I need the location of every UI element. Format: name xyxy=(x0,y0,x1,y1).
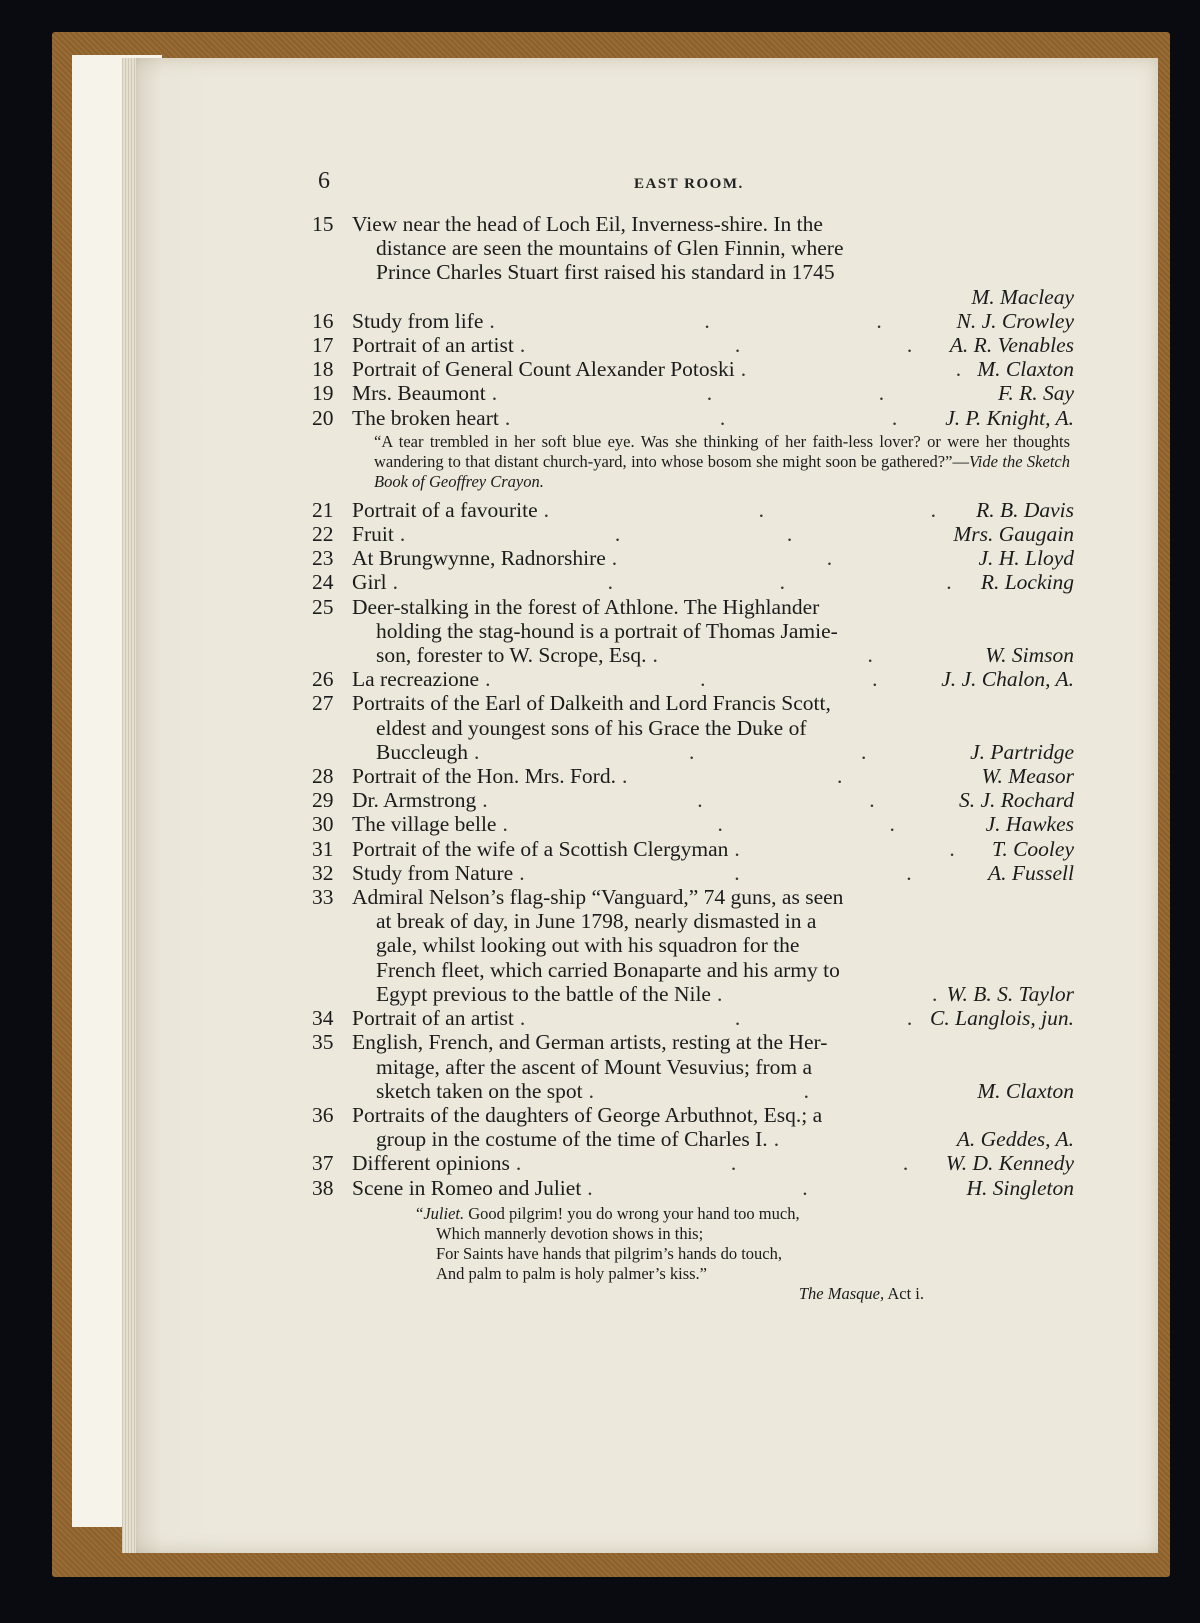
entry-last-line xyxy=(352,667,1074,691)
entry-title-text: The broken heart xyxy=(352,405,499,430)
entry-number: 35 xyxy=(312,1030,334,1055)
entry-last-line xyxy=(352,1176,1074,1200)
entry-last-line xyxy=(352,381,1074,405)
entry-title-line: Portraits of the daughters of George Arbuthnot, Esq.; a xyxy=(352,1102,823,1127)
entry-last-line xyxy=(352,812,1074,836)
entry-last-line xyxy=(352,406,1074,430)
catalogue-entry xyxy=(312,788,1074,812)
entry-title-line: mitage, after the ascent of Mount Vesuvius; from a xyxy=(376,1054,813,1079)
entry-number: 23 xyxy=(312,546,334,571)
entry-title-text: Portrait of the Hon. Mrs. Ford. xyxy=(352,764,616,789)
entry-number: 38 xyxy=(312,1175,334,1200)
dot-leader xyxy=(734,837,986,861)
artist-name: J. P. Knight, A. xyxy=(945,405,1074,430)
quote-source: Vide the Sketch Book of Geoffrey Crayon. xyxy=(374,451,1070,491)
verse-source-act: Act i. xyxy=(887,1283,924,1303)
entry-last-line xyxy=(352,357,1074,381)
dot-leader xyxy=(485,667,935,691)
entry-title-text: Dr. Armstrong xyxy=(352,788,477,813)
dot-leader xyxy=(622,764,976,788)
entry-last-line xyxy=(352,1079,1074,1103)
catalogue-entry xyxy=(312,333,1074,357)
catalogue-entry xyxy=(312,1103,1074,1151)
entry-title-line: at break of day, in June 1798, nearly dismasted in a xyxy=(376,909,817,934)
artist-name: S. J. Rochard xyxy=(958,788,1074,813)
verse-speaker: Juliet. xyxy=(423,1203,465,1223)
entry-last-line xyxy=(352,498,1074,522)
dot-leader xyxy=(505,406,939,430)
verse-line: For Saints have hands that pilgrim’s hands do touch, xyxy=(436,1243,783,1263)
artist-name: W. Measor xyxy=(981,764,1074,789)
catalogue-entry xyxy=(312,357,1074,381)
entry-last-line xyxy=(352,1151,1074,1175)
entry-last-line xyxy=(352,982,1074,1006)
entry-title-text: Scene in Romeo and Juliet xyxy=(352,1175,582,1200)
artist-name: J. J. Chalon, A. xyxy=(941,667,1074,692)
catalogue-entry xyxy=(312,764,1074,788)
catalogue-entry xyxy=(312,812,1074,836)
verse-source xyxy=(416,1284,1074,1304)
entry-title-text: Different opinions xyxy=(352,1151,510,1176)
dot-leader xyxy=(544,498,970,522)
entry-number: 34 xyxy=(312,1006,334,1031)
artist-name: W. D. Kennedy xyxy=(945,1151,1074,1176)
artist-name: J. Partridge xyxy=(970,739,1074,764)
entry-number: 31 xyxy=(312,836,334,861)
entry-last-line xyxy=(352,643,1074,667)
entry-number: 17 xyxy=(312,333,334,358)
entry-38-verse xyxy=(416,1204,1074,1304)
entry-title-text: At Brungwynne, Radnorshire xyxy=(352,546,606,571)
catalogue-entry xyxy=(312,522,1074,546)
dot-leader xyxy=(502,812,979,836)
artist-name: M. Claxton xyxy=(977,357,1074,382)
artist-name: M. Claxton xyxy=(977,1078,1074,1103)
entry-title-line: Portraits of the Earl of Dalkeith and Lord Francis Scott, xyxy=(352,691,831,716)
catalogue-entry xyxy=(312,837,1074,861)
entry-title-text: Buccleugh xyxy=(376,739,468,764)
entry-number: 27 xyxy=(312,691,334,716)
entry-title-text: Portrait of a favourite xyxy=(352,497,538,522)
entry-title-line: distance are seen the mountains of Glen Finnin, where xyxy=(376,236,844,261)
catalogue-entry xyxy=(312,1030,1074,1103)
entry-last-line xyxy=(352,1127,1074,1151)
artist-name: R. B. Davis xyxy=(976,497,1074,522)
artist-name: J. H. Lloyd xyxy=(978,546,1074,571)
entry-title-line: Deer-stalking in the forest of Athlone. The Highlander xyxy=(352,594,820,619)
entry-number: 24 xyxy=(312,570,334,595)
entry-number: 29 xyxy=(312,788,334,813)
entry-title-text: Portrait of General Count Alexander Potoski xyxy=(352,357,735,382)
artist-name: H. Singleton xyxy=(966,1175,1074,1200)
entry-last-line xyxy=(352,546,1074,570)
entry-number: 19 xyxy=(312,381,334,406)
entry-number: 21 xyxy=(312,497,334,522)
dot-leader xyxy=(741,357,972,381)
dot-leader xyxy=(653,643,980,667)
entry-title-line: Admiral Nelson’s flag-ship “Vanguard,” 74 guns, as seen xyxy=(352,885,844,910)
entry-title-text: Portrait of the wife of a Scottish Clergyman xyxy=(352,836,729,861)
verse-line: And palm to palm is holy palmer’s kiss.” xyxy=(436,1263,708,1283)
entry-title-text: Fruit xyxy=(352,522,394,547)
verse-lines xyxy=(416,1204,1074,1284)
entry-title-line: eldest and youngest sons of his Grace the Duke of xyxy=(376,715,807,740)
catalogue-entry xyxy=(312,212,1074,309)
entry-number: 26 xyxy=(312,667,334,692)
verse-line: “Juliet. Good pilgrim! you do wrong your hand too much, xyxy=(416,1203,800,1223)
entry-title-line: French fleet, which carried Bonaparte and his army to xyxy=(376,957,840,982)
catalogue-entry xyxy=(312,1006,1074,1030)
dot-leader xyxy=(474,740,964,764)
entry-last-line xyxy=(352,788,1074,812)
catalogue-entry xyxy=(312,691,1074,764)
catalogue-entry xyxy=(312,1176,1074,1200)
dot-leader xyxy=(589,1079,972,1103)
entry-number: 32 xyxy=(312,860,334,885)
artist-name: A. Geddes, A. xyxy=(956,1127,1074,1152)
entry-number: 37 xyxy=(312,1151,334,1176)
entries-group-a xyxy=(312,212,1074,430)
entry-last-line xyxy=(352,740,1074,764)
entry-title-text: Study from Nature xyxy=(352,860,514,885)
entry-title-line: holding the stag-hound is a portrait of Thomas Jamie- xyxy=(376,618,838,643)
catalogue-entry xyxy=(312,309,1074,333)
artist-name: F. R. Say xyxy=(997,381,1074,406)
entry-number: 15 xyxy=(312,212,334,236)
entry-number: 18 xyxy=(312,357,334,382)
dot-leader xyxy=(774,1127,951,1151)
entry-title-text: The village belle xyxy=(352,812,497,837)
artist-name: A. Fussell xyxy=(988,860,1074,885)
entry-title-text: Study from life xyxy=(352,308,484,333)
quote-text: “A tear trembled in her soft blue eye. Was she thinking of her faith-less lover? or were her thoughts wandering to that distant church-yard, into whose bosom she might soon be gathered?”— xyxy=(374,431,1070,471)
entry-number: 20 xyxy=(312,405,334,430)
page-edges xyxy=(122,58,136,1553)
dot-leader xyxy=(520,1006,924,1030)
catalogue-entry xyxy=(312,546,1074,570)
artist-name: A. R. Venables xyxy=(949,333,1074,358)
entry-title-line: View near the head of Loch Eil, Inverness-shire. In the xyxy=(352,212,823,236)
entry-title-text: group in the costume of the time of Charles I. xyxy=(376,1127,768,1152)
dot-leader xyxy=(516,1151,940,1175)
dot-leader xyxy=(519,861,982,885)
dot-leader xyxy=(482,788,953,812)
artist-name: Mrs. Gaugain xyxy=(953,522,1074,547)
entry-number: 22 xyxy=(312,522,334,547)
artist-name: W. B. S. Taylor xyxy=(946,981,1074,1006)
catalogue-entry xyxy=(312,595,1074,668)
entry-title-text: son, forester to W. Scrope, Esq. xyxy=(376,643,647,668)
artist-name: C. Langlois, jun. xyxy=(930,1006,1074,1031)
catalogue-entry xyxy=(312,381,1074,405)
entry-number: 16 xyxy=(312,308,334,333)
entry-last-line xyxy=(352,333,1074,357)
entry-title-text: Egypt previous to the battle of the Nile xyxy=(376,981,711,1006)
catalogue-entry xyxy=(312,406,1074,430)
entry-last-line xyxy=(352,309,1074,333)
artist-name: W. Simson xyxy=(985,643,1074,668)
catalogue-entry xyxy=(312,861,1074,885)
entry-number: 25 xyxy=(312,594,334,619)
entry-title-text: sketch taken on the spot xyxy=(376,1078,583,1103)
catalogue-entry xyxy=(312,498,1074,522)
artist-name: N. J. Crowley xyxy=(956,308,1074,333)
entry-title-text: La recreazione xyxy=(352,667,480,692)
entry-number: 30 xyxy=(312,812,334,837)
catalogue-list xyxy=(312,212,1074,1304)
artist-name: T. Cooley xyxy=(991,836,1074,861)
verse-source-title: The Masque, xyxy=(798,1283,885,1303)
catalogue-entry xyxy=(312,667,1074,691)
page-title: EAST ROOM. xyxy=(634,176,744,192)
artist-name: R. Locking xyxy=(980,570,1074,595)
page-number: 6 xyxy=(318,168,330,194)
entry-title-text: Portrait of an artist xyxy=(352,1006,514,1031)
entry-last-line xyxy=(352,522,1074,546)
dot-leader xyxy=(717,982,941,1006)
dot-leader xyxy=(400,522,948,546)
running-head xyxy=(318,168,1078,204)
dot-leader xyxy=(492,381,992,405)
entry-number: 36 xyxy=(312,1102,334,1127)
dot-leader xyxy=(520,333,944,357)
entry-last-line xyxy=(352,861,1074,885)
catalogue-entry xyxy=(312,1151,1074,1175)
entry-title-line: gale, whilst looking out with his squadron for the xyxy=(376,933,800,958)
catalogue-entry xyxy=(312,885,1074,1006)
entry-title-text: Mrs. Beaumont xyxy=(352,381,486,406)
entry-20-quote xyxy=(312,432,1074,492)
entry-last-line xyxy=(352,570,1074,594)
artist-name: M. Macleay xyxy=(971,284,1074,309)
dot-leader xyxy=(393,570,975,594)
entries-group-b xyxy=(312,498,1074,1200)
verse-line: Which mannerly devotion shows in this; xyxy=(436,1223,704,1243)
entry-number: 28 xyxy=(312,764,334,789)
entry-title-text: Portrait of an artist xyxy=(352,333,514,358)
entry-last-line xyxy=(352,764,1074,788)
dot-leader xyxy=(587,1176,960,1200)
entry-last-line xyxy=(352,837,1074,861)
entry-last-line xyxy=(352,1006,1074,1030)
catalogue-entry xyxy=(312,570,1074,594)
entry-title-line: English, French, and German artists, resting at the Her- xyxy=(352,1030,828,1055)
entry-title-text: Girl xyxy=(352,570,387,595)
entry-title-line: Prince Charles Stuart first raised his standard in 1745 xyxy=(376,260,835,285)
dot-leader xyxy=(612,546,973,570)
verse-line-text: Good pilgrim! you do wrong your hand too much, xyxy=(468,1203,800,1223)
dot-leader xyxy=(489,309,950,333)
entry-number: 33 xyxy=(312,885,334,910)
artist-name: J. Hawkes xyxy=(985,812,1074,837)
